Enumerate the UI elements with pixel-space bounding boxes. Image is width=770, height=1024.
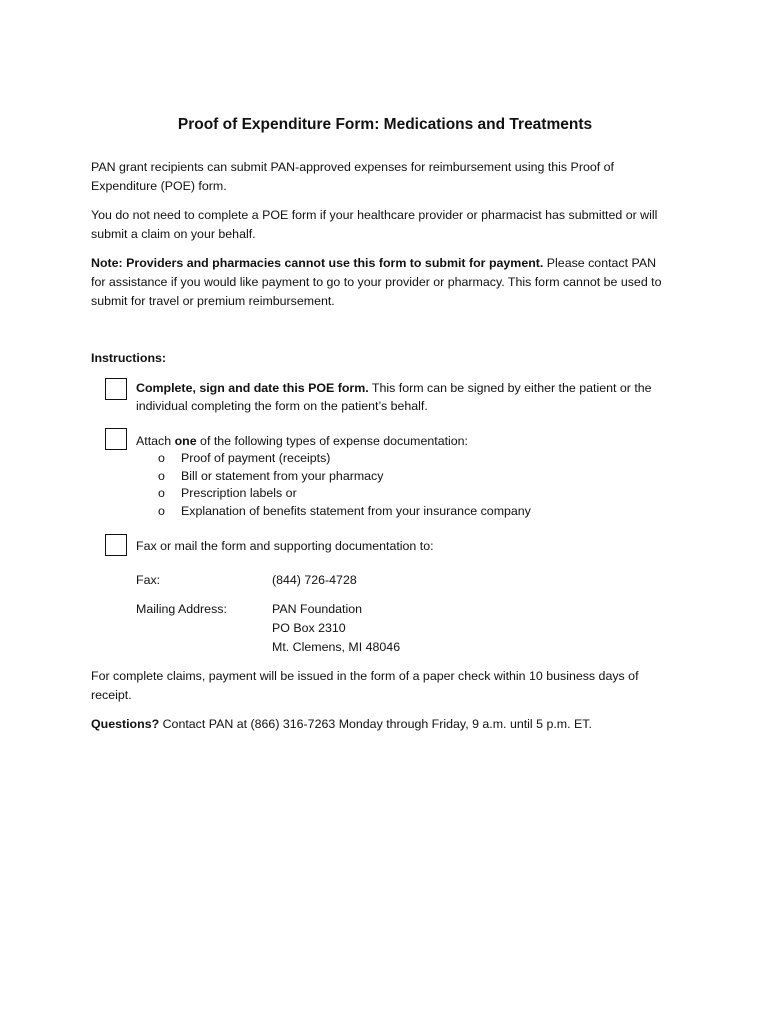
list-item-text: Bill or statement from your pharmacy [181, 468, 384, 483]
step-2-post: of the following types of expense documentation: [196, 434, 468, 448]
step-1-checkbox[interactable] [105, 378, 127, 400]
questions-bold: Questions? [91, 717, 160, 731]
list-item [158, 485, 531, 503]
note-text: Please contact PAN for assistance if you would like payment to go to your provider or pharmacy. This form cannot be used to submit for travel or premium reimbursement. [91, 256, 662, 308]
bullet-marker: o [158, 451, 165, 465]
mailing-address-line-3: Mt. Clemens, MI 48046 [272, 640, 401, 654]
mailing-address-line-2: PO Box 2310 [272, 621, 346, 635]
step-3-checkbox[interactable] [105, 534, 127, 556]
step-3-text: Fax or mail the form and supporting documentation to: [136, 539, 434, 553]
fax-label: Fax: [136, 573, 161, 587]
step-1-rest: This form can be signed by either the patient or the individual completing the form on the patient’s behalf. [136, 381, 652, 413]
step-1-bold: Complete, sign and date this POE form. [136, 381, 369, 395]
bullet-marker: o [158, 486, 165, 500]
documentation-list [158, 450, 531, 520]
questions-paragraph [91, 715, 671, 734]
step-2-checkbox[interactable] [105, 428, 127, 450]
questions-text: Contact PAN at (866) 316-7263 Monday through Friday, 9 a.m. until 5 p.m. ET. [159, 717, 592, 731]
intro-paragraph-1: PAN grant recipients can submit PAN-approved expenses for reimbursement using this Proof of Expenditure (POE) form. [91, 160, 614, 193]
step-2-pre: Attach [136, 434, 175, 448]
mailing-address-line-1: PAN Foundation [272, 602, 363, 616]
note-bold: Note: Providers and pharmacies cannot use this form to submit for payment. [91, 256, 544, 270]
note-paragraph [91, 254, 671, 311]
fax-number: (844) 726-4728 [272, 573, 357, 587]
step-2-text [136, 432, 676, 450]
intro-paragraph-2: You do not need to complete a POE form if your healthcare provider or pharmacist has submitted or will submit a claim on your behalf. [91, 208, 658, 241]
instructions-heading: Instructions: [91, 351, 167, 365]
list-item [158, 503, 531, 521]
list-item-text: Explanation of benefits statement from your insurance company [181, 503, 531, 518]
payment-paragraph: For complete claims, payment will be issued in the form of a paper check within 10 business days of receipt. [91, 669, 639, 702]
list-item [158, 450, 531, 468]
page-title: Proof of Expenditure Form: Medications and Treatments [177, 116, 593, 133]
step-1-text [136, 379, 676, 415]
mailing-address-label: Mailing Address: [136, 602, 227, 616]
step-2-bold: one [174, 434, 197, 448]
list-item-text: Proof of payment (receipts) [181, 451, 331, 465]
bullet-marker: o [158, 503, 165, 518]
list-item-text: Prescription labels or [181, 486, 297, 500]
bullet-marker: o [158, 468, 165, 483]
list-item [158, 468, 531, 486]
